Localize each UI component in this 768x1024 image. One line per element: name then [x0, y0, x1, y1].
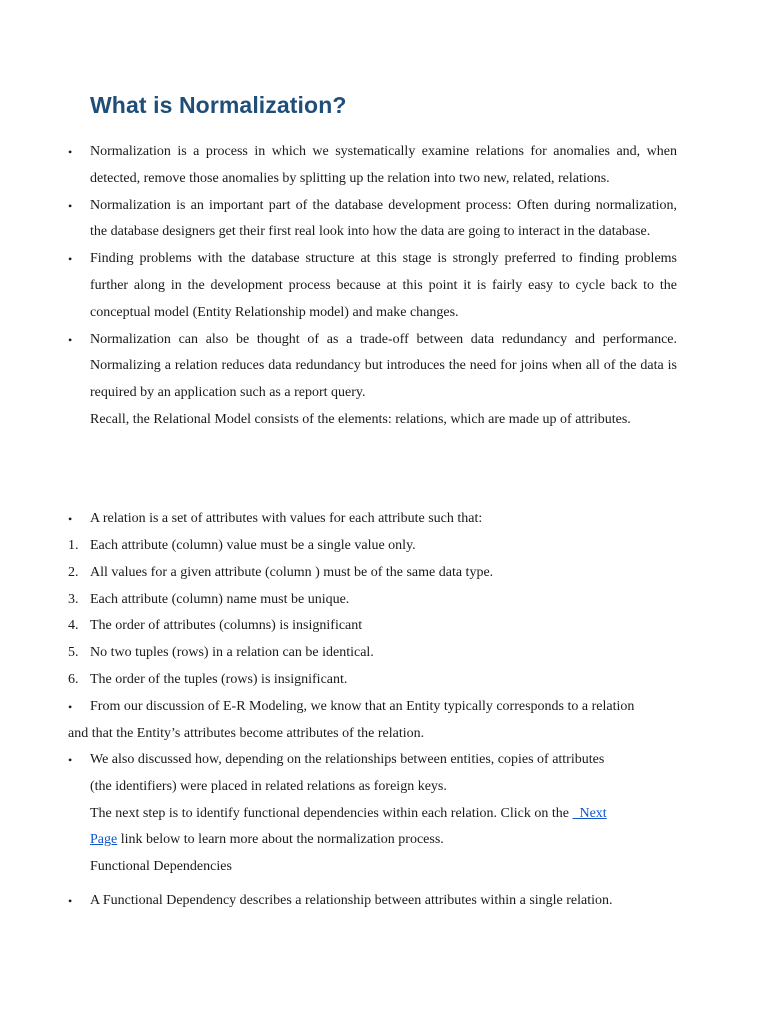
list-text: The order of the tuples (rows) is insignificant. — [90, 671, 348, 687]
relation-intro: • A relation is a set of attributes with values for each attribute such that: — [90, 506, 677, 533]
recall-text: Recall, the Relational Model consists of the elements: relations, which are made up of attributes. — [90, 411, 631, 427]
list-text: No two tuples (rows) in a relation can be identical. — [90, 645, 374, 661]
list-text: Each attribute (column) value must be a single value only. — [90, 538, 416, 553]
er-block-cont — [68, 721, 688, 748]
discussed-line-1: • We also discussed how, depending on the relationships between entities, copies of attributes — [90, 747, 677, 774]
next-step-text — [90, 801, 677, 855]
list-item — [68, 640, 677, 667]
fd-heading: Functional Dependencies — [90, 859, 232, 875]
fd-block — [90, 888, 677, 915]
next-step-pre: The next step is to identify functional dependencies within each relation. Click on the — [90, 805, 573, 821]
discussed-block — [90, 747, 677, 881]
numbered-list — [68, 533, 677, 694]
relation-intro-block — [90, 506, 677, 533]
fd-bullet: • A Functional Dependency describes a relationship between attributes within a single relation. — [90, 888, 677, 915]
list-text: Each attribute (column) name must be unique. — [90, 591, 350, 607]
next-page-link[interactable]: Next Page — [90, 805, 607, 848]
list-item — [68, 560, 677, 587]
list-number: 4. — [68, 618, 79, 634]
list-number: 2. — [68, 564, 79, 580]
bullet-item: • Normalization is a process in which we systematically examine relations for anomalies and, when detected, remove those anomalies by splitting up the relation into two new, related, relations. — [90, 139, 677, 193]
er-block — [90, 694, 677, 721]
discussed-line-2: (the identifiers) were placed in related relations as foreign keys. — [90, 778, 447, 794]
er-line-2: and that the Entity’s attributes become attributes of the relation. — [68, 726, 425, 741]
bullet-item: • Finding problems with the database structure at this stage is strongly preferred to finding problems further along in the development process because at this point it is fairly easy to cycle back to the conceptual model (Entity Relationship model) and make changes. — [90, 246, 677, 326]
list-number: 6. — [68, 671, 79, 687]
list-item — [68, 613, 677, 640]
list-text: The order of attributes (columns) is insignificant — [90, 618, 363, 634]
bullet-item: • Normalization can also be thought of as a trade-off between data redundancy and performance. Normalizing a relation reduces data redundancy but introduces the need for joins when all of the data is required by an application such as a report query. — [90, 327, 677, 407]
next-step-post: link below to learn more about the normalization process. — [117, 832, 444, 848]
page-title: What is Normalization? — [90, 92, 347, 118]
bullet-item: • Normalization is an important part of the database development process: Often during normalization, the database designers get their first real look into how the data are going to interact in the database. — [90, 193, 677, 247]
list-item — [68, 587, 677, 614]
list-text: All values for a given attribute (column ) must be of the same data type. — [90, 564, 494, 580]
list-number: 1. — [68, 538, 79, 553]
list-number: 5. — [68, 645, 79, 661]
er-line-1: • From our discussion of E-R Modeling, we know that an Entity typically corresponds to a relation — [90, 694, 677, 721]
list-item — [68, 533, 677, 560]
list-item — [68, 667, 677, 694]
list-number: 3. — [68, 591, 79, 607]
bullet-list-top — [90, 139, 677, 434]
